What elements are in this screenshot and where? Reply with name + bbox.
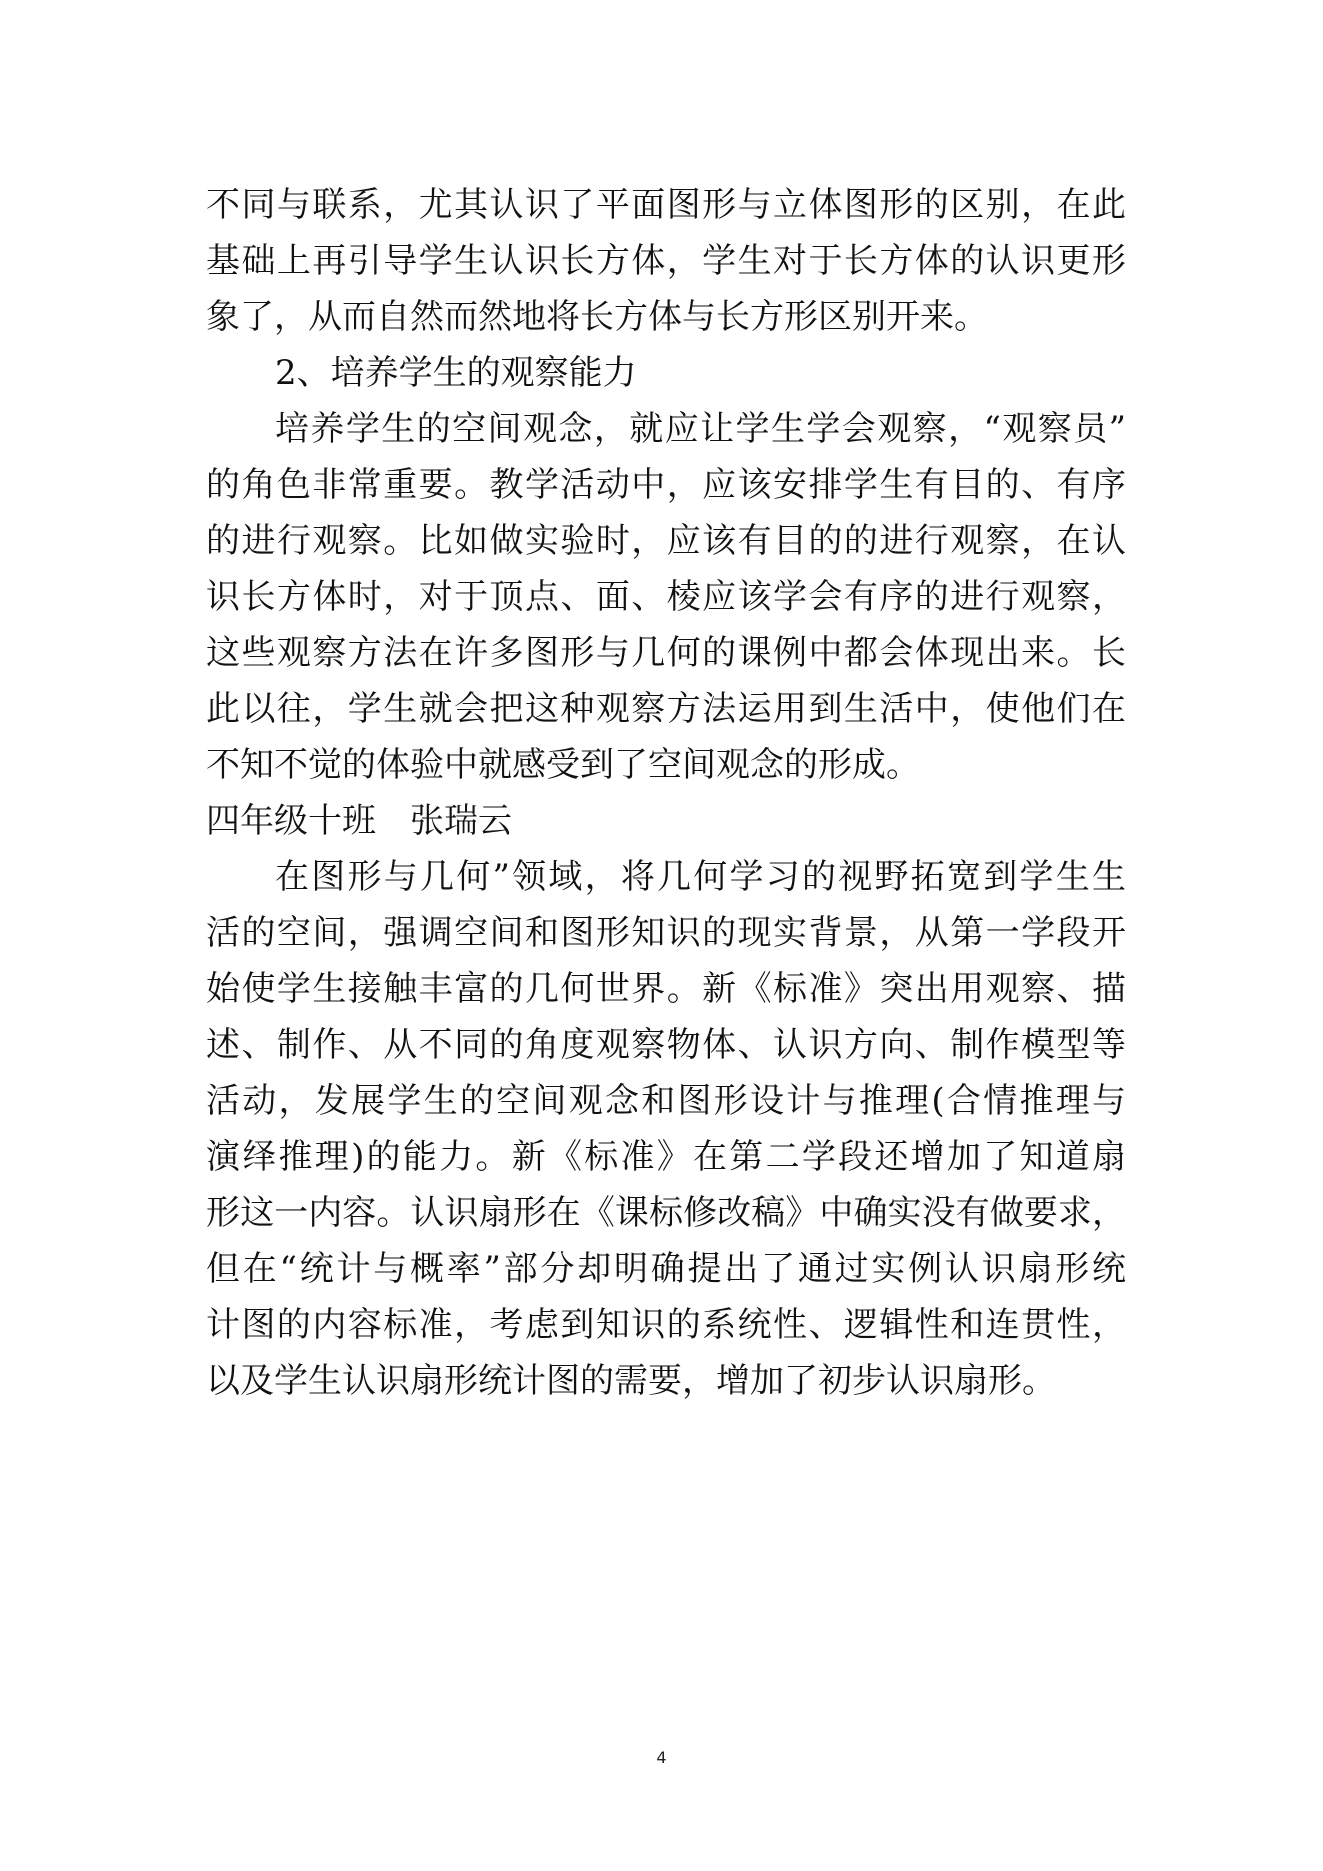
text-line: 的角色非常重要。教学活动中，应该安排学生有目的、有序 bbox=[206, 465, 1126, 505]
section-heading: 2、培养学生的观察能力 bbox=[275, 353, 637, 393]
text-line: 活的空间，强调空间和图形知识的现实背景，从第一学段开 bbox=[206, 913, 1126, 953]
author-line: 四年级十班 张瑞云 bbox=[206, 801, 512, 841]
text-line: 在图形与几何”领域，将几何学习的视野拓宽到学生生 bbox=[275, 857, 1126, 897]
text-line: 识长方体时，对于顶点、面、棱应该学会有序的进行观察， bbox=[206, 577, 1126, 617]
page-number: 4 bbox=[656, 1748, 667, 1767]
text-line: 不知不觉的体验中就感受到了空间观念的形成。 bbox=[206, 745, 920, 785]
text-line: 象了，从而自然而然地将长方体与长方形区别开来。 bbox=[206, 297, 988, 337]
text-line: 计图的内容标准，考虑到知识的系统性、逻辑性和连贯性， bbox=[206, 1305, 1126, 1345]
text-line: 形这一内容。认识扇形在《课标修改稿》中确实没有做要求， bbox=[206, 1193, 1126, 1233]
text-line: 演绎推理)的能力。新《标准》在第二学段还增加了知道扇 bbox=[206, 1137, 1126, 1177]
text-line: 述、制作、从不同的角度观察物体、认识方向、制作模型等 bbox=[206, 1025, 1126, 1065]
text-line: 培养学生的空间观念，就应让学生学会观察，“观察员” bbox=[275, 409, 1126, 449]
text-line: 此以往，学生就会把这种观察方法运用到生活中，使他们在 bbox=[206, 689, 1126, 729]
text-line: 但在“统计与概率”部分却明确提出了通过实例认识扇形统 bbox=[206, 1249, 1126, 1289]
text-line: 以及学生认识扇形统计图的需要，增加了初步认识扇形。 bbox=[206, 1361, 1056, 1401]
text-line: 基础上再引导学生认识长方体，学生对于长方体的认识更形 bbox=[206, 241, 1126, 281]
text-line: 始使学生接触丰富的几何世界。新《标准》突出用观察、描 bbox=[206, 969, 1126, 1009]
text-line: 不同与联系，尤其认识了平面图形与立体图形的区别，在此 bbox=[206, 185, 1126, 225]
text-line: 的进行观察。比如做实验时，应该有目的的进行观察，在认 bbox=[206, 521, 1126, 561]
text-line: 活动，发展学生的空间观念和图形设计与推理(合情推理与 bbox=[206, 1081, 1126, 1121]
text-line: 这些观察方法在许多图形与几何的课例中都会体现出来。长 bbox=[206, 633, 1126, 673]
